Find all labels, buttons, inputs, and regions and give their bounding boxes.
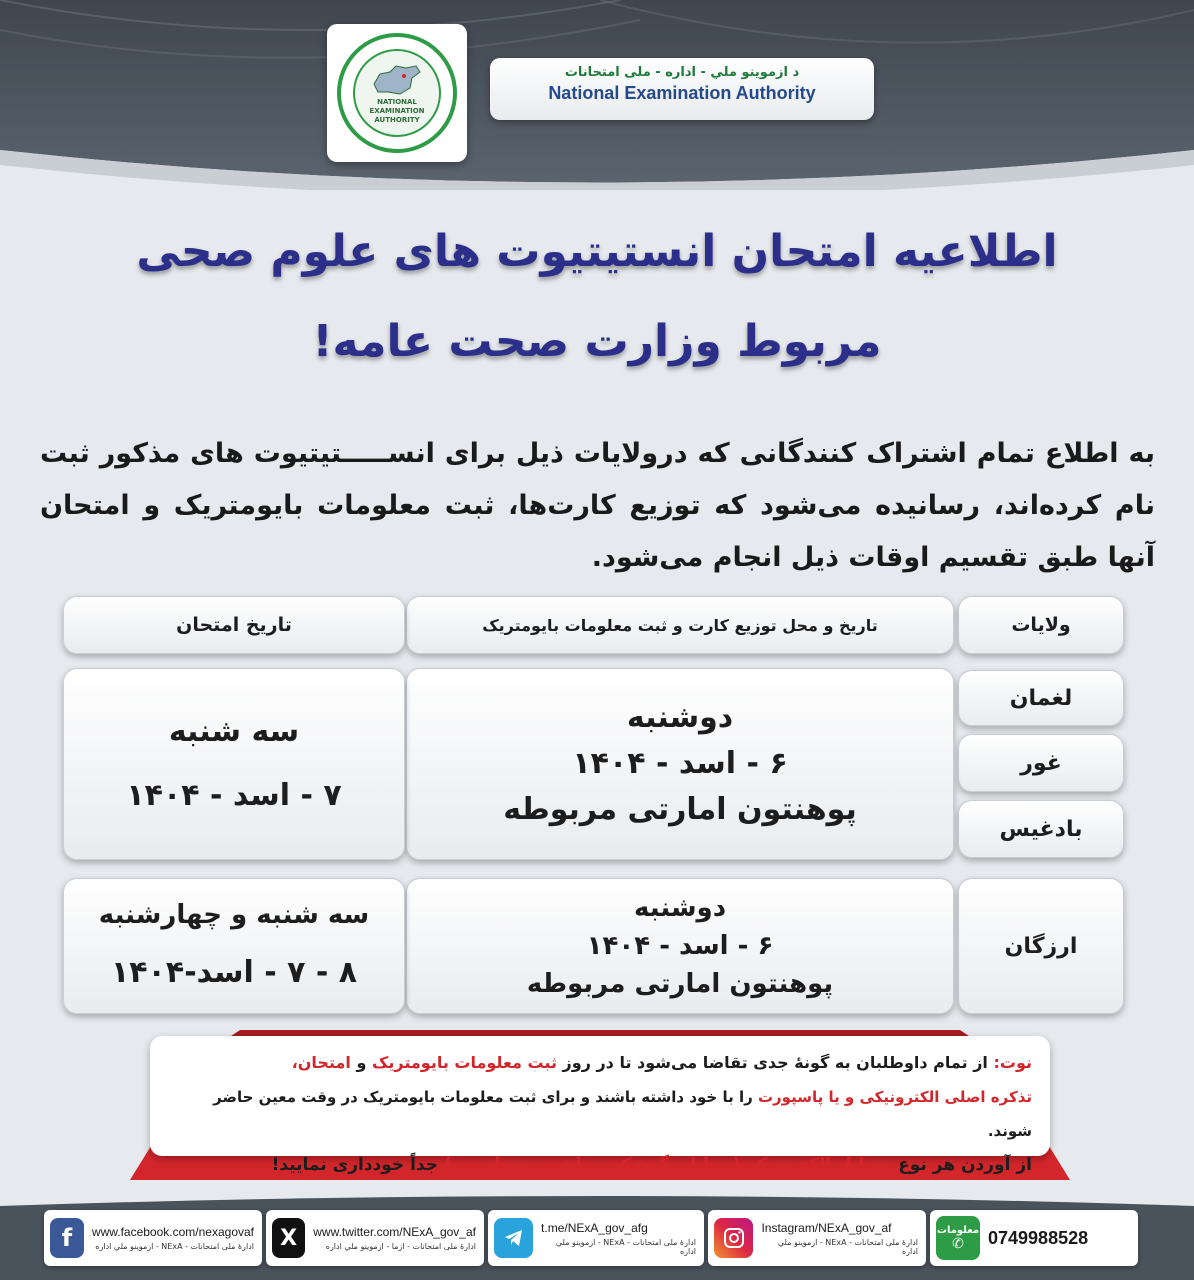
distribution-place: پوهنتون امارتی مربوطه [526,969,834,999]
headline-line-1: اطلاعیه امتحان انستیتیوت های علوم صحی [136,226,1058,277]
province-cell: بادغیس [958,800,1124,858]
distribution-date: ۶ - اسد - ۱۴۰۴ [572,746,788,781]
distribution-date: ۶ - اسد - ۱۴۰۴ [586,931,774,961]
headline-line-2: مربوط وزارت صحت عامه! [312,316,882,367]
phone-info[interactable] [930,1210,1138,1266]
telegram-link[interactable] [488,1210,704,1266]
exam-cell-group1 [63,668,405,860]
note-box [150,1036,1050,1175]
seal-label: NATIONAL EXAMINATION AUTHORITY [369,97,425,124]
authority-pashto-name: د ازموینو ملي - اداره - ملی امتحانات [564,65,800,80]
exam-day: سه شنبه و چهارشنبه [98,900,370,930]
note-text: از تمام داوطلبان به گونهٔ جدی تقاضا می‌شود تا در روز [562,1053,988,1072]
distribution-cell-group1 [406,668,954,860]
instagram-url: Instagram/NExA_gov_af [761,1220,892,1235]
exam-date: ۷ - اسد - ۱۴۰۴ [126,778,342,813]
facebook-icon: f [50,1218,84,1258]
note-label: نوت: [993,1053,1032,1072]
afghanistan-map-icon [370,62,424,98]
note-highlight: وسایل الکترونیکی( مبایل، گوشکی، ماشین حساب....) [443,1155,893,1175]
header-provinces: ولایات [958,596,1124,654]
instagram-link[interactable] [708,1210,926,1266]
note-line-1 [168,1046,1032,1080]
exam-cell-group2 [63,878,405,1014]
note-highlight: امتحان، [291,1053,351,1072]
authority-seal-icon [337,33,457,153]
telegram-icon [494,1218,533,1258]
info-phone-icon: معلومات ✆ [936,1216,980,1260]
note-text: را با خود داشته باشند و برای ثبت معلومات بایومتریک در وقت معین حاضر شوند. [213,1088,1032,1140]
telegram-url: t.me/NExA_gov_afg [541,1220,648,1235]
header-distribution: تاریخ و محل توزیع کارت و ثبت معلومات بایومتریک [406,596,954,654]
twitter-subtitle: ادارهٔ ملی امتحانات - ازما - ازموینو ملي اداره [325,1242,476,1251]
distribution-day: دوشنبه [626,700,734,735]
twitter-link[interactable] [266,1210,484,1266]
exam-day: سه شنبه [168,714,300,749]
note-highlight: تذکره اصلی الکترونیکی و یا پاسپورت [757,1088,1032,1106]
x-twitter-icon: X [272,1218,305,1258]
province-cell: لغمان [958,670,1124,726]
note-highlight: ثبت معلومات بایومتریک [372,1053,557,1072]
note-text: و [356,1053,367,1072]
distribution-cell-group2 [406,878,954,1014]
note-line-2 [168,1080,1032,1148]
info-label: معلومات [936,1224,980,1236]
instagram-subtitle: ادارهٔ ملی امتحانات - NExA - ازموینو ملي اداره [777,1237,918,1256]
facebook-url: www.facebook.com/nexagovaf [91,1225,254,1239]
note-text: جداً خودداری نمایید! [271,1155,439,1175]
note-line-3 [168,1148,1032,1182]
note-text: از آوردن هر نوع [898,1155,1032,1175]
phone-number: 0749988528 [988,1227,1089,1248]
instagram-icon [714,1218,753,1258]
telegram-subtitle: ادارهٔ ملی امتحانات - NExA - ازموینو ملي اداره [555,1237,696,1256]
distribution-place: پوهنتون امارتی مربوطه [503,792,857,827]
intro-paragraph: به اطلاع تمام اشتراک کنندگانی که درولایات ذیل برای انســـــتیتیوت های مذکور ثبت نام کرده‌اند، رسانیده می‌شود که توزیع کارت‌ها، ثبت معلومات بایومتریک و امتحان آنها طبق تقسیم اوقات ذیل انجام می‌شود. [40,438,1155,573]
facebook-subtitle: ادارهٔ ملی امتحانات - NExA - ازموینو ملي اداره [95,1242,254,1251]
facebook-link[interactable] [44,1210,262,1266]
authority-english-name: National Examination Authority [548,83,816,103]
province-cell: ارزگان [958,878,1124,1014]
distribution-day: دوشنبه [633,893,727,923]
logo-card [327,24,467,162]
authority-title-plate [490,58,874,120]
header-exam-date: تاریخ امتحان [63,596,405,654]
exam-date: ۸ - ۷ - اسد-۱۴۰۴ [110,955,358,990]
twitter-url: www.twitter.com/NExA_gov_af [313,1225,476,1239]
province-cell: غور [958,734,1124,792]
